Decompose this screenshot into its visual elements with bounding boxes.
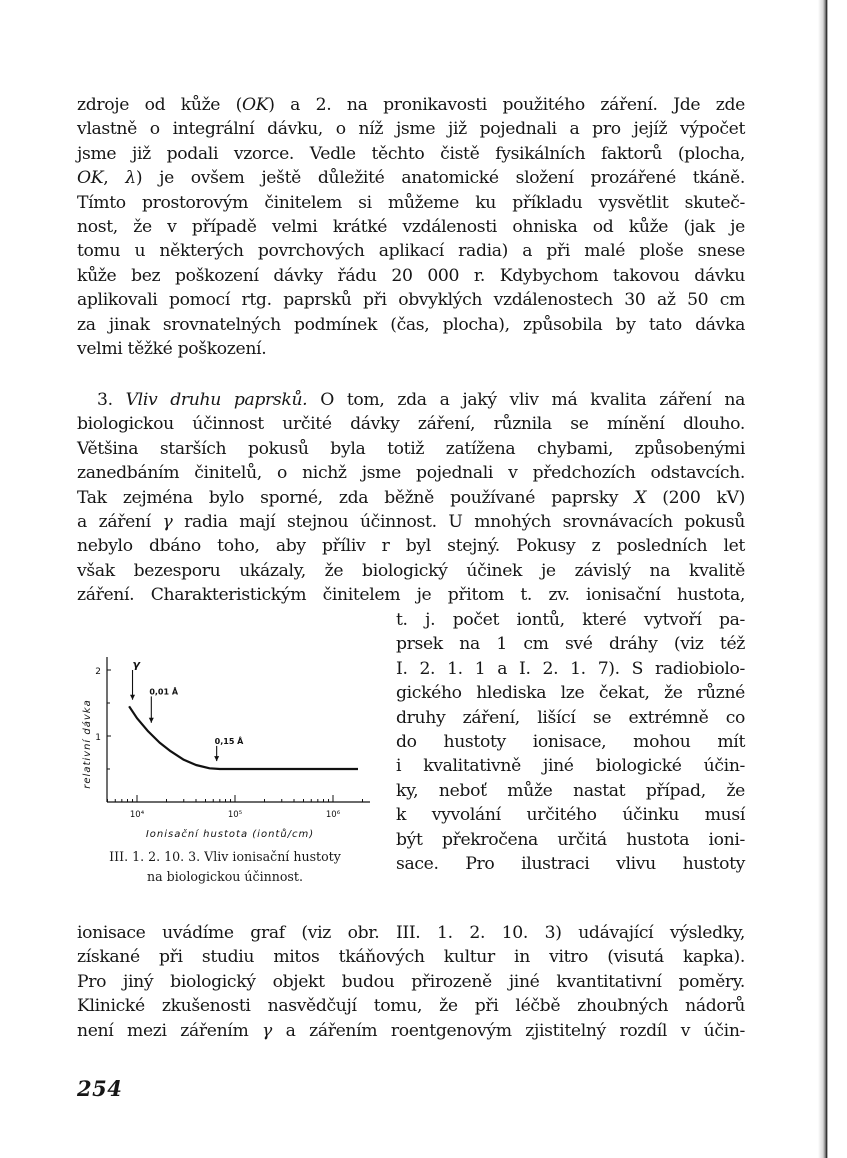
text-line: být překročena určitá hustota ioni- — [396, 829, 745, 850]
page-number: 254 — [77, 1076, 123, 1101]
paragraph-1 — [77, 93, 745, 361]
text-line: I. 2. 1. 1 a I. 2. 1. 7). S radiobiolo- — [396, 658, 745, 679]
x-tick-label: 10⁴ — [129, 810, 145, 820]
text-line: do hustoty ionisace, mohou mít — [396, 731, 745, 752]
annotation-label: γ — [132, 658, 141, 671]
text-line: ionisace uvádíme graf (viz obr. III. 1. 2. 10. 3) udávající výsledky, — [77, 923, 745, 943]
text-line: druhy záření, lišící se extrémně co — [396, 707, 745, 728]
text-line: gického hlediska lze čekat, že různé — [396, 683, 745, 704]
text-line: vlastně o integrální dávku, o níž jsme již pojednali a pro jejíž výpočet — [77, 119, 745, 140]
text-line: záření. Charakteristickým činitelem je přitom t. zv. ionisační hustota, — [77, 585, 745, 606]
x-axis-label: Ionisační hustota (iontů/cm) — [145, 829, 315, 840]
annotation-label: 0,15 Å — [214, 736, 244, 746]
y-tick-label: 1 — [95, 733, 101, 743]
text-line: Tímto prostorovým činitelem si můžeme ku příkladu vysvětlit skuteč- — [77, 192, 745, 213]
annotation-arrowhead — [130, 695, 135, 700]
text-line: aplikovali pomocí rtg. paprsků při obvyklých vzdálenostech 30 až 50 cm — [77, 290, 745, 311]
y-tick-label: 2 — [95, 667, 101, 677]
text-line: není mezi zářením γ a zářením roentgenovým zjistitelný rozdíl v účin- — [77, 1020, 745, 1041]
paragraph-2-continuation — [77, 921, 745, 1043]
text-line: prsek na 1 cm své dráhy (viz též — [396, 634, 745, 655]
annotation-arrowhead — [214, 756, 219, 761]
figure-ionisation-density-chart — [70, 645, 380, 845]
text-line: Klinické zkušenosti nasvědčují tomu, že při léčbě zhoubných nádorů — [77, 996, 745, 1017]
annotation-arrowhead — [149, 718, 154, 723]
y-axis-label: relativní dávka — [82, 699, 93, 789]
text-line: k vyvolání určitého účinku musí — [396, 805, 745, 826]
figure-caption-line-2: na biologickou účinnost. — [147, 869, 303, 884]
text-line: nebylo dbáno toho, aby příliv r byl stejný. Pokusy z posledních let — [77, 536, 745, 557]
text-line: a záření γ radia mají stejnou účinnost. U mnohých srovnávacích pokusů — [77, 511, 746, 532]
text-line: ky, neboť může nastat případ, že — [396, 780, 745, 801]
text-line: velmi těžké poškození. — [77, 338, 267, 359]
text-line: i kvalitativně jiné biologické účin- — [396, 756, 745, 777]
text-line: za jinak srovnatelných podmínek (čas, plocha), způsobila by tato dávka — [77, 314, 745, 335]
text-line: jsme již podali vzorce. Vedle těchto čistě fysikálních faktorů (plocha, — [77, 143, 745, 164]
text-line: Většina starších pokusů byla totiž zatížena chybami, způsobenými — [77, 438, 745, 459]
text-line: tomu u některých povrchových aplikací radia) a při malé ploše snese — [77, 241, 745, 262]
section-title: Vliv druhu paprsků. — [125, 390, 308, 410]
paragraph-2-first-line — [77, 388, 745, 412]
text-line: kůže bez poškození dávky řádu 20 000 r. Kdybychom takovou dávku — [77, 265, 745, 286]
text-line: t. j. počet iontů, které vytvoří pa- — [396, 610, 745, 630]
paragraph-2 — [77, 388, 745, 608]
page-binding-edge — [818, 0, 828, 1158]
paragraph-2-narrow-column — [396, 608, 745, 876]
text-line: zanedbáním činitelů, o nichž jsme pojednali v předchozích odstavcích. — [77, 463, 745, 484]
text-line: však bezesporu ukázaly, že biologický účinek je závislý na kvalitě — [77, 560, 745, 581]
section-number: 3. — [97, 390, 113, 410]
first-line-rest: O tom, zda a jaký vliv má kvalita záření na — [307, 390, 745, 410]
text-line: zdroje od kůže (OK) a 2. na pronikavosti použitého záření. Jde zde — [77, 95, 745, 115]
figure-caption — [70, 847, 380, 887]
x-tick-label: 10⁵ — [227, 810, 243, 820]
text-line: získané při studiu mitos tkáňových kultur in vitro (visutá kapka). — [77, 947, 745, 968]
text-line: nost, že v případě velmi krátké vzdálenosti ohniska od kůže (jak je — [77, 216, 745, 237]
text-line: sace. Pro ilustraci vlivu hustoty — [396, 853, 745, 874]
text-line: OK, λ) je ovšem ještě důležité anatomické složení prozářené tkáně. — [77, 168, 745, 189]
x-tick-label: 10⁶ — [325, 810, 341, 820]
series-line — [129, 706, 358, 769]
figure-caption-line-1: III. 1. 2. 10. 3. Vliv ionisační hustoty — [109, 849, 341, 864]
text-line: biologickou účinnost určité dávky záření, různila se mínění dlouho. — [77, 414, 745, 435]
text-line: Tak zejména bylo sporné, zda běžně používané paprsky X (200 kV) — [77, 487, 746, 508]
text-line: Pro jiný biologický objekt budou přirozeně jiné kvantitativní poměry. — [77, 971, 745, 992]
annotation-label: 0,01 Å — [149, 687, 179, 697]
